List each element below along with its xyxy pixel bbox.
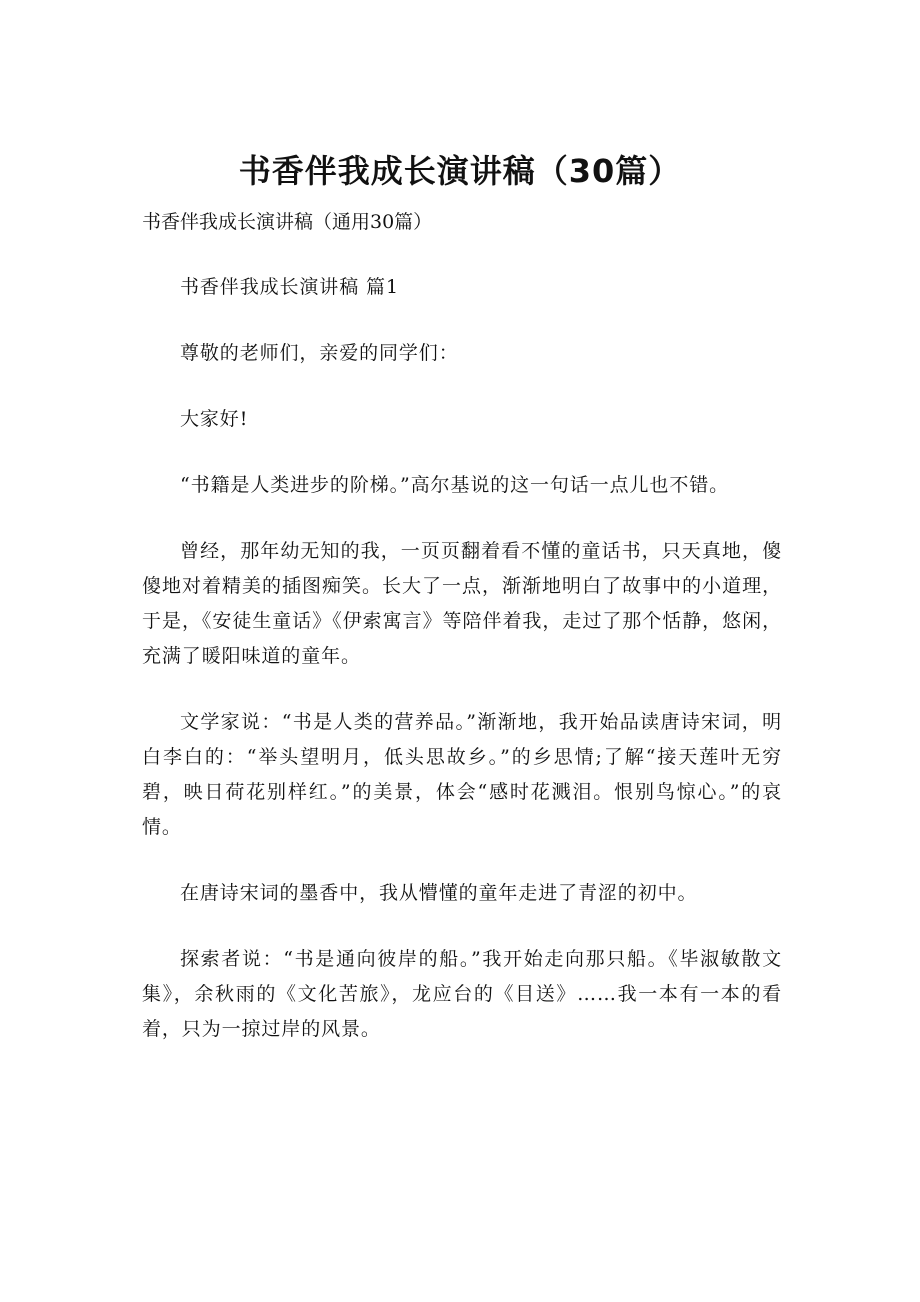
- document-body: [142, 270, 782, 1078]
- paragraph-quote-gorky: “书籍是人类进步的阶梯。”高尔基说的这一句话一点儿也不错。: [180, 474, 730, 496]
- paragraph-greeting-audience: 尊敬的老师们，亲爱的同学们：: [180, 342, 459, 364]
- paragraph-childhood: 曾经，那年幼无知的我，一页页翻着看不懂的童话书，只天真地，傻傻地对着精美的插图痴笑。长大了一点，渐渐地明白了故事中的小道理，于是，《安徒生童话》《伊索寓言》等陪伴着我，走过了那个恬静，悠闲，充满了暖阳味道的童年。: [142, 540, 782, 667]
- document-subtitle: 书香伴我成长演讲稿（通用30篇）: [142, 211, 433, 233]
- document-title: 书香伴我成长演讲稿（30篇）: [238, 152, 682, 190]
- paragraph-hello: 大家好!: [180, 408, 249, 430]
- paragraph-explorer: 探索者说：“书是通向彼岸的船。”我开始走向那只船。《毕淑敏散文集》，余秋雨的《文化苦旅》，龙应台的《目送》……我一本有一本的看着，只为一掠过岸的风景。: [142, 948, 782, 1040]
- section-heading: 书香伴我成长演讲稿 篇1: [180, 276, 399, 298]
- paragraph-junior-high: 在唐诗宋词的墨香中，我从懵懂的童年走进了青涩的初中。: [180, 882, 698, 904]
- paragraph-poetry: 文学家说：“书是人类的营养品。”渐渐地，我开始品读唐诗宋词，明白李白的：“举头望明月，低头思故乡。”的乡思情;了解“接天莲叶无穷碧，映日荷花别样红。”的美景，体会“感时花溅泪。恨别鸟惊心。”的哀情。: [142, 711, 782, 838]
